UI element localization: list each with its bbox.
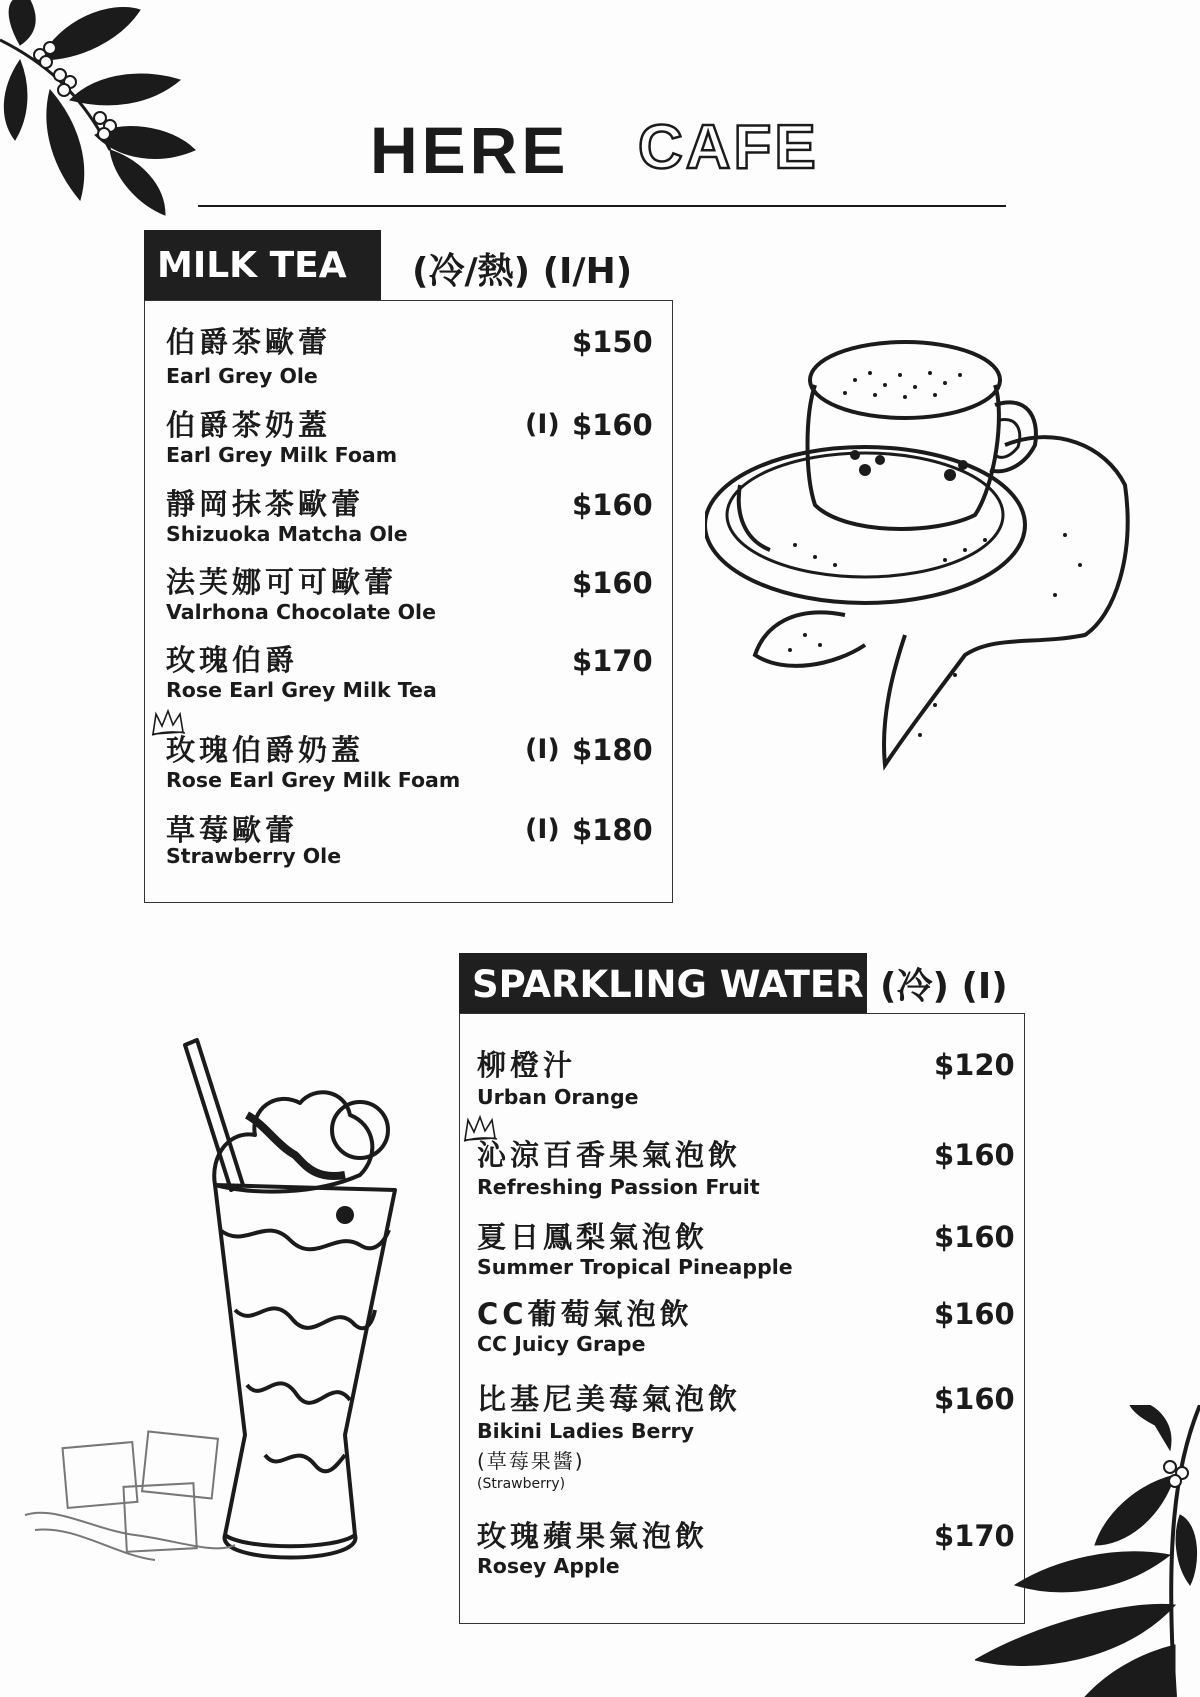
item-name-en: Strawberry Ole [166, 844, 342, 868]
item-name-en: CC Juicy Grape [477, 1332, 646, 1356]
brand-name-left: HERE [370, 113, 570, 187]
item-iced-marker: (I) [525, 734, 560, 765]
brand-name-right: CAFE [638, 113, 819, 182]
menu-item [477, 1138, 760, 1200]
item-price: $160 [572, 408, 653, 442]
milk-tea-temperature-note: (冷/熱) (I/H) [412, 251, 633, 292]
item-name-zh: 玫瑰伯爵奶蓋 [166, 733, 365, 767]
coffee-branch-bottom-right-icon [975, 1405, 1200, 1697]
header-divider [198, 205, 1006, 207]
item-name-en: Rose Earl Grey Milk Foam [166, 768, 461, 792]
item-price: $160 [934, 1297, 1015, 1331]
menu-item [477, 1220, 793, 1280]
menu-item [477, 1048, 639, 1110]
item-price: $180 [572, 733, 653, 767]
item-name-en: Rose Earl Grey Milk Tea [166, 678, 437, 702]
item-name-zh: 法芙娜可可歐蕾 [166, 565, 398, 599]
menu-item [477, 1297, 693, 1357]
sparkling-water-section-title [459, 953, 867, 1015]
item-name-zh: CC葡萄氣泡飲 [477, 1297, 693, 1331]
item-name-en: Refreshing Passion Fruit [477, 1175, 760, 1199]
milkshake-illustration [15, 1035, 415, 1595]
item-price: $120 [934, 1048, 1015, 1082]
item-iced-marker: (I) [525, 409, 560, 440]
menu-item [166, 813, 341, 869]
item-price: $180 [572, 813, 653, 847]
item-name-en: Bikini Ladies Berry [477, 1419, 695, 1443]
menu-item [166, 643, 437, 703]
coffee-branch-top-left-icon [0, 0, 200, 220]
item-price: $150 [572, 325, 653, 359]
item-name-zh: 玫瑰伯爵 [166, 643, 299, 677]
item-price: $160 [934, 1382, 1015, 1416]
sparkling-water-title-text: SPARKLING WATER [472, 962, 864, 1006]
item-name-zh: 靜岡抹茶歐蕾 [166, 487, 365, 521]
milk-tea-title-text: MILK TEA [157, 244, 347, 286]
item-name-en: Shizuoka Matcha Ole [166, 522, 408, 546]
item-note-zh: (草莓果醬) [477, 1449, 585, 1473]
menu-item [166, 565, 436, 625]
menu-item [166, 325, 331, 389]
menu-item [477, 1382, 741, 1494]
menu-item [166, 487, 408, 547]
item-name-zh: 夏日鳳梨氣泡飲 [477, 1220, 709, 1254]
sparkling-water-temperature-note: (冷) (I) [880, 966, 1008, 1007]
menu-item [166, 733, 460, 793]
item-name-zh: 伯爵茶奶蓋 [166, 408, 332, 442]
item-price: $170 [934, 1519, 1015, 1553]
item-price: $170 [572, 644, 653, 678]
item-name-en: Valrhona Chocolate Ole [166, 600, 436, 624]
item-name-en: Summer Tropical Pineapple [477, 1255, 793, 1279]
item-price: $160 [934, 1220, 1015, 1254]
item-name-en: Rosey Apple [477, 1554, 620, 1578]
milk-tea-section-title [144, 230, 381, 300]
item-note-en: (Strawberry) [477, 1476, 566, 1492]
item-price: $160 [572, 488, 653, 522]
item-name-zh: 玫瑰蘋果氣泡飲 [477, 1519, 709, 1553]
item-price: $160 [934, 1138, 1015, 1172]
item-name-zh: 沁涼百香果氣泡飲 [477, 1138, 742, 1172]
menu-item [477, 1519, 708, 1579]
item-name-zh: 草莓歐蕾 [166, 813, 299, 847]
menu-item [166, 408, 397, 468]
item-name-en: Earl Grey Ole [166, 364, 318, 388]
item-price: $160 [572, 566, 653, 600]
item-name-zh: 比基尼美莓氣泡飲 [477, 1382, 742, 1416]
item-name-en: Urban Orange [477, 1085, 639, 1109]
teacup-illustration [705, 335, 1145, 775]
item-name-zh: 柳橙汁 [477, 1048, 577, 1082]
item-name-zh: 伯爵茶歐蕾 [166, 325, 332, 359]
item-name-en: Earl Grey Milk Foam [166, 443, 398, 467]
item-iced-marker: (I) [525, 814, 560, 845]
